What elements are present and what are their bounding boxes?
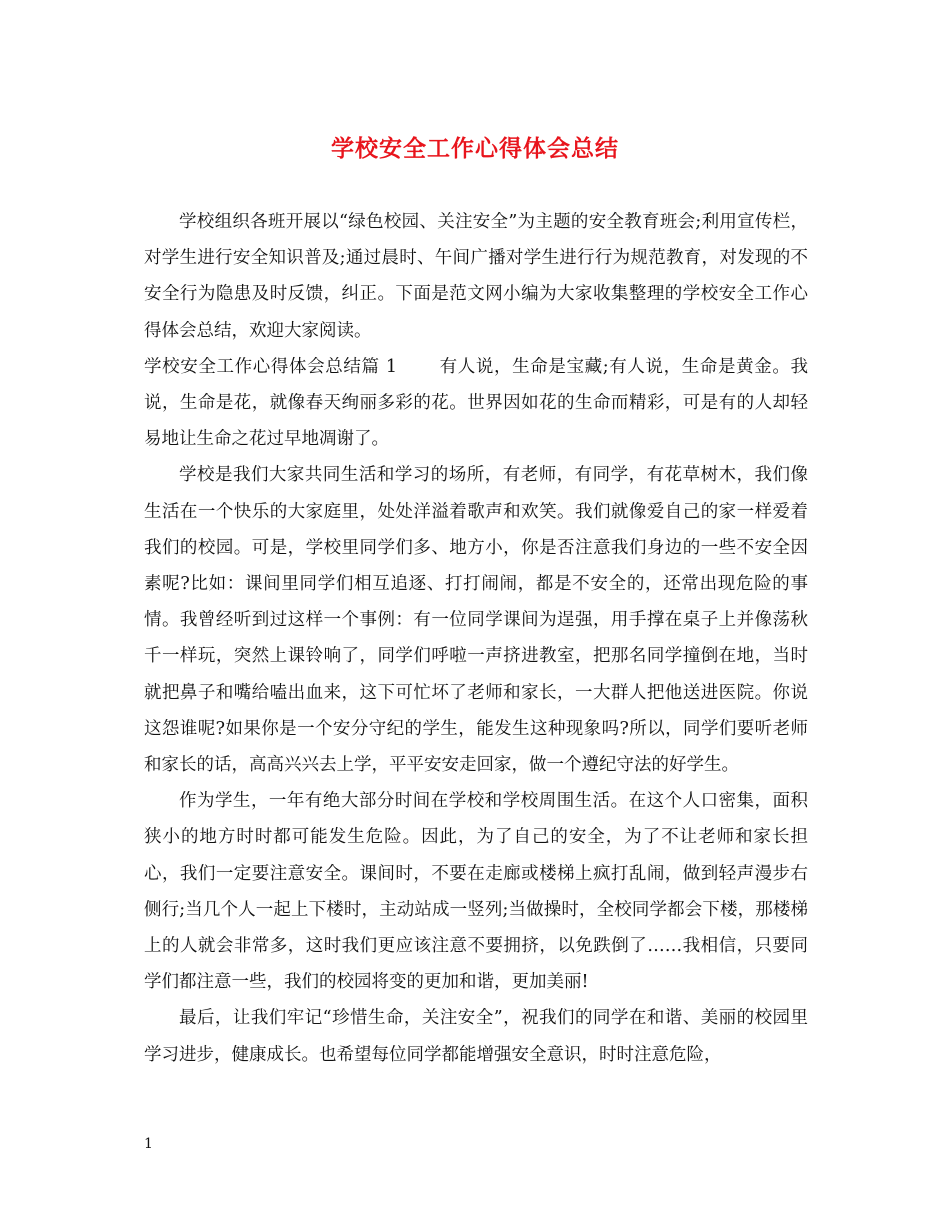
body-paragraph: 作为学生，一年有绝大部分时间在学校和学校周围生活。在这个人口密集，面积狭小的地方时时都可能发生危险。因此，为了自己的安全，为了不让老师和家长担心，我们一定要注意安全。课间时，不要在走廊或楼梯上疯打乱闹，做到轻声漫步右侧行;当几个人一起上下楼时，主动站成一竖列;当做操时，全校同学都会下楼，那楼梯上的人就会非常多，这时我们更应该注意不要拥挤，以免跌倒了……我相信，只要同学们都注意一些，我们的校园将变的更加和谐，更加美丽! <box>144 791 808 993</box>
intro-paragraph: 学校组织各班开展以“绿色校园、关注安全”为主题的安全教育班会;利用宣传栏，对学生进行安全知识普及;通过晨时、午间广播对学生进行行为规范教育，对发现的不安全行为隐患及时反馈，纠正。下面是范文网小编为大家收集整理的学校安全工作心得体会总结，欢迎大家阅读。 <box>144 212 808 341</box>
section-first-paragraph <box>144 349 808 458</box>
document-body <box>144 204 808 1073</box>
body-paragraph: 学校是我们大家共同生活和学习的场所，有老师，有同学，有花草树木，我们像生活在一个快乐的大家庭里，处处洋溢着歌声和欢笑。我们就像爱自己的家一样爱着我们的校园。可是，学校里同学们多、地方小，你是否注意我们身边的一些不安全因素呢?比如：课间里同学们相互追逐、打打闹闹，都是不安全的，还常出现危险的事情。我曾经听到过这样一个事例：有一位同学课间为逞强，用手撑在桌子上并像荡秋千一样玩，突然上课铃响了，同学们呼啦一声挤进教室，把那名同学撞倒在地，当时就把鼻子和嘴给嗑出血来，这下可忙坏了老师和家长，一大群人把他送进医院。你说这怨谁呢?如果你是一个安分守纪的学生，能发生这种现象吗?所以，同学们要听老师和家长的话，高高兴兴去上学，平平安安走回家，做一个遵纪守法的好学生。 <box>144 465 808 776</box>
section-first-text: 有人说，生命是宝藏;有人说，生命是黄金。我说，生命是花，就像春天绚丽多彩的花。世界因如花的生命而精彩，可是有的人却轻易地让生命之花过早地凋谢了。 <box>144 356 808 450</box>
body-paragraph: 最后，让我们牢记“珍惜生命，关注安全”，祝我们的同学在和谐、美丽的校园里学习进步，健康成长。也希望每位同学都能增强安全意识，时时注意危险， <box>144 1008 808 1065</box>
section-heading: 学校安全工作心得体会总结篇 1 <box>144 356 397 377</box>
page-number: 1 <box>144 1136 153 1152</box>
document-title: 学校安全工作心得体会总结 <box>331 135 619 162</box>
